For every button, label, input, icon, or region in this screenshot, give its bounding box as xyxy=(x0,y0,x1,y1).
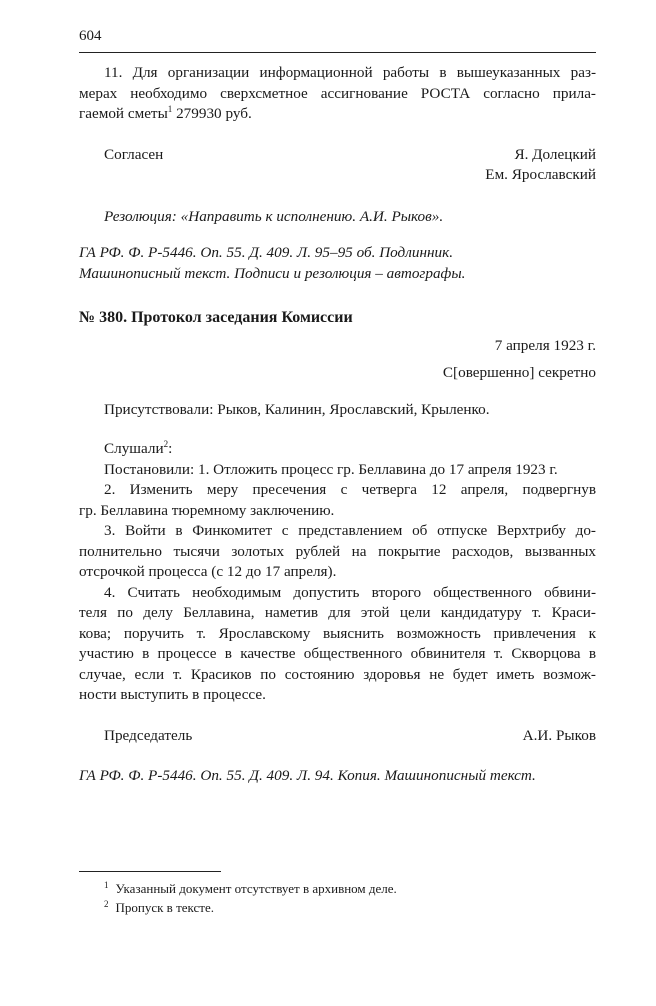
footnote-mark: 1 xyxy=(104,879,109,890)
signer-name: Я. Долецкий xyxy=(514,145,596,163)
chair-signature xyxy=(79,726,596,747)
archive-reference-line: Машинописный текст. Подписи и резолюция – автографы. xyxy=(79,264,466,282)
decision-line: участию в процессе в качестве общественного обвинителя т. Скворцова в xyxy=(79,645,596,662)
archive-reference-line: ГА РФ. Ф. Р-5446. Оп. 55. Д. 409. Л. 95–95 об. Подлинник. xyxy=(79,244,454,261)
classification-stamp: С[овершенно] секретно xyxy=(442,364,596,381)
signer-name: Ем. Ярославский xyxy=(485,166,596,183)
heard-text: Слушали xyxy=(104,440,164,457)
decision-line: кова; поручить т. Ярославскому выяснить возможность привлечения к xyxy=(79,624,596,642)
decision-line: 2. Изменить меру пресечения с четверга 12 апреля, подвергнув xyxy=(104,481,596,498)
archive-reference-1 xyxy=(79,243,596,284)
agreement-label: Согласен xyxy=(104,145,164,163)
footnote-ref-1: 1 xyxy=(167,103,173,114)
item-11-paragraph xyxy=(79,63,596,125)
archive-reference-2: ГА РФ. Ф. Р-5446. Оп. 55. Д. 409. Л. 94. Копия. Машинописный текст. xyxy=(79,767,536,784)
header-rule xyxy=(79,52,596,53)
footnote-text: Указанный документ отсутствует в архивном деле. xyxy=(115,881,397,896)
footnotes xyxy=(79,879,596,917)
signers xyxy=(485,145,596,186)
footnote-mark: 2 xyxy=(104,898,109,909)
document-date: 7 апреля 1923 г. xyxy=(494,336,596,354)
decisions xyxy=(79,460,596,706)
decision-line: случае, если т. Красиков по состоянию здоровья не будет иметь возмож- xyxy=(79,665,596,683)
item-11-line xyxy=(79,104,596,125)
decision-line: гр. Беллавина тюремному заключению. xyxy=(79,501,335,519)
main-text xyxy=(79,63,596,787)
decision-line: 4. Считать необходимым допустить второго общественного обвини- xyxy=(104,583,596,601)
decision-line: Постановили: 1. Отложить процесс гр. Беллавина до 17 апреля 1923 г. xyxy=(104,460,558,478)
chair-name: А.И. Рыков xyxy=(522,726,596,744)
page-number: 604 xyxy=(79,28,102,44)
resolution: Резолюция: «Направить к исполнению. А.И. Рыков». xyxy=(104,207,444,225)
item-11-text: гаемой сметы xyxy=(79,105,168,122)
decision-line: полнительно тысячи золотых рублей на покрытие расходов, вызванных xyxy=(79,542,596,560)
item-11-amount: 279930 руб. xyxy=(172,105,252,122)
decision-line: 3. Войти в Финкомитет с представлением об отпуске Верхтрибу до- xyxy=(104,522,596,539)
attendees: Присутствовали: Рыков, Калинин, Ярославский, Крыленко. xyxy=(104,400,490,418)
decision-line: теля по делу Беллавина, наметив для этой цели кандидатуру т. Краси- xyxy=(79,604,596,621)
agreement-signatures xyxy=(79,145,596,186)
footnote-text: Пропуск в тексте. xyxy=(115,900,214,915)
footnote-1 xyxy=(79,879,596,898)
footnote-ref-2: 2 xyxy=(163,438,169,449)
item-11-line: мерах необходимо сверхсметное ассигнование РОСТА согласно прила- xyxy=(79,84,596,102)
item-11-line: 11. Для организации информационной работы в вышеуказанных раз- xyxy=(104,64,596,81)
decision-line: ности выступить в процессе. xyxy=(79,686,266,703)
heard-colon: : xyxy=(168,440,173,457)
heard-label xyxy=(79,439,596,460)
footnote-rule xyxy=(79,871,221,872)
chair-label: Председатель xyxy=(104,726,193,744)
document-title: № 380. Протокол заседания Комиссии xyxy=(79,309,353,326)
footnote-2 xyxy=(79,898,596,917)
decision-line: отсрочкой процесса (с 12 до 17 апреля). xyxy=(79,563,337,580)
